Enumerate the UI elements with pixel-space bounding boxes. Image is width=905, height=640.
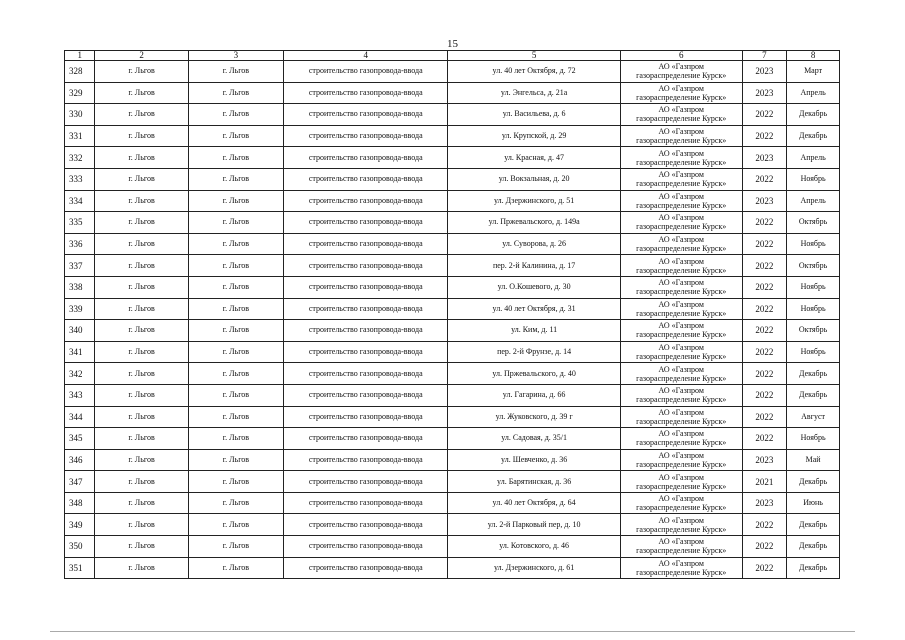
row-number-cell: 343: [65, 384, 95, 406]
row-number-cell: 344: [65, 406, 95, 428]
settlement-cell: г. Льгов: [188, 298, 283, 320]
work-type-cell: строительство газопровода-ввода: [284, 384, 448, 406]
column-header: 2: [95, 51, 188, 61]
month-cell: Июнь: [787, 492, 840, 514]
address-cell: ул. 40 лет Октября, д. 64: [448, 492, 620, 514]
row-number-cell: 351: [65, 557, 95, 579]
municipality-cell: г. Льгов: [95, 61, 188, 83]
municipality-cell: г. Льгов: [95, 168, 188, 190]
work-type-cell: строительство газопровода-ввода: [284, 276, 448, 298]
municipality-cell: г. Льгов: [95, 104, 188, 126]
organization-line-1: АО «Газпром: [658, 429, 704, 439]
address-cell: ул. Вокзальная, д. 20: [448, 168, 620, 190]
table-row: [65, 104, 840, 126]
table-row: [65, 557, 840, 579]
organization-line-2: газораспределение Курск»: [636, 416, 727, 426]
organization-cell: [620, 233, 742, 255]
settlement-cell: г. Льгов: [188, 125, 283, 147]
table-row: [65, 341, 840, 363]
work-type-cell: строительство газопровода-ввода: [284, 212, 448, 234]
organization-line-1: АО «Газпром: [658, 83, 704, 93]
table-row: [65, 190, 840, 212]
column-header: 4: [284, 51, 448, 61]
municipality-cell: г. Льгов: [95, 147, 188, 169]
organization-line-1: АО «Газпром: [658, 127, 704, 137]
organization-line-1: АО «Газпром: [658, 278, 704, 288]
year-cell: 2022: [742, 514, 787, 536]
address-cell: ул. Васильева, д. 6: [448, 104, 620, 126]
year-cell: 2022: [742, 557, 787, 579]
row-number-cell: 345: [65, 428, 95, 450]
address-cell: ул. Барятинская, д. 36: [448, 471, 620, 493]
month-cell: Ноябрь: [787, 276, 840, 298]
address-cell: пер. 2-й Калинина, д. 17: [448, 255, 620, 277]
organization-line-2: газораспределение Курск»: [636, 352, 727, 362]
organization-line-1: АО «Газпром: [658, 472, 704, 482]
work-type-cell: строительство газопровода-ввода: [284, 449, 448, 471]
settlement-cell: г. Льгов: [188, 82, 283, 104]
settlement-cell: г. Льгов: [188, 276, 283, 298]
row-number-cell: 329: [65, 82, 95, 104]
work-type-cell: строительство газопровода-ввода: [284, 233, 448, 255]
municipality-cell: г. Льгов: [95, 406, 188, 428]
year-cell: 2022: [742, 212, 787, 234]
organization-line-1: АО «Газпром: [658, 364, 704, 374]
settlement-cell: г. Льгов: [188, 320, 283, 342]
row-number-cell: 328: [65, 61, 95, 83]
organization-line-1: АО «Газпром: [658, 537, 704, 547]
address-cell: ул. Красная, д. 47: [448, 147, 620, 169]
table-body: [65, 61, 840, 579]
column-header: 1: [65, 51, 95, 61]
table-row: [65, 276, 840, 298]
month-cell: Май: [787, 449, 840, 471]
municipality-cell: г. Льгов: [95, 471, 188, 493]
organization-cell: [620, 557, 742, 579]
settlement-cell: г. Льгов: [188, 363, 283, 385]
organization-cell: [620, 514, 742, 536]
work-type-cell: строительство газопровода-ввода: [284, 125, 448, 147]
settlement-cell: г. Льгов: [188, 168, 283, 190]
organization-cell: [620, 384, 742, 406]
row-number-cell: 350: [65, 536, 95, 558]
organization-line-2: газораспределение Курск»: [636, 546, 727, 556]
month-cell: Апрель: [787, 82, 840, 104]
row-number-cell: 337: [65, 255, 95, 277]
year-cell: 2022: [742, 104, 787, 126]
organization-cell: [620, 341, 742, 363]
organization-line-1: АО «Газпром: [658, 343, 704, 353]
settlement-cell: г. Льгов: [188, 233, 283, 255]
work-type-cell: строительство газопровода-ввода: [284, 557, 448, 579]
month-cell: Апрель: [787, 147, 840, 169]
municipality-cell: г. Льгов: [95, 190, 188, 212]
month-cell: Декабрь: [787, 514, 840, 536]
year-cell: 2022: [742, 384, 787, 406]
table-row: [65, 255, 840, 277]
row-number-cell: 334: [65, 190, 95, 212]
month-cell: Октябрь: [787, 255, 840, 277]
address-cell: ул. Суворова, д. 26: [448, 233, 620, 255]
municipality-cell: г. Льгов: [95, 449, 188, 471]
year-cell: 2023: [742, 492, 787, 514]
organization-line-1: АО «Газпром: [658, 148, 704, 158]
municipality-cell: г. Льгов: [95, 82, 188, 104]
year-cell: 2022: [742, 341, 787, 363]
settlement-cell: г. Льгов: [188, 147, 283, 169]
organization-line-2: газораспределение Курск»: [636, 503, 727, 513]
address-cell: ул. 2-й Парковый пер, д. 10: [448, 514, 620, 536]
organization-cell: [620, 104, 742, 126]
organization-line-2: газораспределение Курск»: [636, 481, 727, 491]
table-row: [65, 384, 840, 406]
organization-cell: [620, 536, 742, 558]
column-number-row: [65, 51, 840, 61]
address-cell: ул. Пржевальского, д. 149а: [448, 212, 620, 234]
column-header: 7: [742, 51, 787, 61]
month-cell: Октябрь: [787, 320, 840, 342]
organization-cell: [620, 168, 742, 190]
work-type-cell: строительство газопровода-ввода: [284, 61, 448, 83]
row-number-cell: 335: [65, 212, 95, 234]
year-cell: 2022: [742, 255, 787, 277]
month-cell: Октябрь: [787, 212, 840, 234]
month-cell: Ноябрь: [787, 298, 840, 320]
organization-cell: [620, 61, 742, 83]
month-cell: Ноябрь: [787, 168, 840, 190]
municipality-cell: г. Льгов: [95, 125, 188, 147]
organization-cell: [620, 320, 742, 342]
work-type-cell: строительство газопровода-ввода: [284, 363, 448, 385]
row-number-cell: 331: [65, 125, 95, 147]
footer-divider: [50, 631, 855, 632]
work-type-cell: строительство газопровода-ввода: [284, 320, 448, 342]
organization-line-2: газораспределение Курск»: [636, 459, 727, 469]
year-cell: 2022: [742, 363, 787, 385]
organization-line-1: АО «Газпром: [658, 494, 704, 504]
organization-line-2: газораспределение Курск»: [636, 222, 727, 232]
organization-cell: [620, 492, 742, 514]
table-row: [65, 82, 840, 104]
year-cell: 2021: [742, 471, 787, 493]
year-cell: 2022: [742, 428, 787, 450]
settlement-cell: г. Льгов: [188, 492, 283, 514]
column-header: 8: [787, 51, 840, 61]
row-number-cell: 332: [65, 147, 95, 169]
table-row: [65, 449, 840, 471]
municipality-cell: г. Льгов: [95, 233, 188, 255]
organization-cell: [620, 449, 742, 471]
row-number-cell: 333: [65, 168, 95, 190]
municipality-cell: г. Льгов: [95, 384, 188, 406]
work-type-cell: строительство газопровода-ввода: [284, 190, 448, 212]
address-cell: ул. Садовая, д. 35/1: [448, 428, 620, 450]
work-type-cell: строительство газопровода-ввода: [284, 471, 448, 493]
settlement-cell: г. Льгов: [188, 190, 283, 212]
settlement-cell: г. Льгов: [188, 341, 283, 363]
municipality-cell: г. Льгов: [95, 212, 188, 234]
municipality-cell: г. Льгов: [95, 428, 188, 450]
organization-line-1: АО «Газпром: [658, 170, 704, 180]
municipality-cell: г. Льгов: [95, 298, 188, 320]
year-cell: 2022: [742, 168, 787, 190]
settlement-cell: г. Льгов: [188, 255, 283, 277]
table-row: [65, 492, 840, 514]
organization-line-1: АО «Газпром: [658, 558, 704, 568]
month-cell: Декабрь: [787, 125, 840, 147]
municipality-cell: г. Льгов: [95, 514, 188, 536]
organization-cell: [620, 428, 742, 450]
organization-line-2: газораспределение Курск»: [636, 114, 727, 124]
organization-line-2: газораспределение Курск»: [636, 179, 727, 189]
organization-line-2: газораспределение Курск»: [636, 438, 727, 448]
table-row: [65, 536, 840, 558]
work-type-cell: строительство газопровода-ввода: [284, 514, 448, 536]
organization-line-2: газораспределение Курск»: [636, 244, 727, 254]
organization-line-1: АО «Газпром: [658, 299, 704, 309]
work-type-cell: строительство газопровода-ввода: [284, 428, 448, 450]
organization-line-1: АО «Газпром: [658, 213, 704, 223]
month-cell: Ноябрь: [787, 341, 840, 363]
month-cell: Декабрь: [787, 104, 840, 126]
work-type-cell: строительство газопровода-ввода: [284, 255, 448, 277]
address-cell: ул. Энгельса, д. 21а: [448, 82, 620, 104]
table-row: [65, 168, 840, 190]
column-header: 6: [620, 51, 742, 61]
municipality-cell: г. Льгов: [95, 492, 188, 514]
address-cell: ул. Дзержинского, д. 51: [448, 190, 620, 212]
month-cell: Апрель: [787, 190, 840, 212]
organization-line-2: газораспределение Курск»: [636, 395, 727, 405]
organization-cell: [620, 255, 742, 277]
work-type-cell: строительство газопровода-ввода: [284, 492, 448, 514]
organization-line-1: АО «Газпром: [658, 450, 704, 460]
month-cell: Декабрь: [787, 384, 840, 406]
row-number-cell: 346: [65, 449, 95, 471]
work-type-cell: строительство газопровода-ввода: [284, 406, 448, 428]
year-cell: 2023: [742, 82, 787, 104]
organization-line-2: газораспределение Курск»: [636, 92, 727, 102]
month-cell: Декабрь: [787, 557, 840, 579]
year-cell: 2022: [742, 298, 787, 320]
organization-line-1: АО «Газпром: [658, 235, 704, 245]
year-cell: 2022: [742, 125, 787, 147]
organization-line-1: АО «Газпром: [658, 515, 704, 525]
settlement-cell: г. Льгов: [188, 428, 283, 450]
table-row: [65, 428, 840, 450]
municipality-cell: г. Льгов: [95, 363, 188, 385]
organization-cell: [620, 82, 742, 104]
year-cell: 2023: [742, 190, 787, 212]
year-cell: 2022: [742, 406, 787, 428]
organization-line-2: газораспределение Курск»: [636, 308, 727, 318]
organization-line-2: газораспределение Курск»: [636, 524, 727, 534]
settlement-cell: г. Льгов: [188, 384, 283, 406]
row-number-cell: 339: [65, 298, 95, 320]
column-header: 3: [188, 51, 283, 61]
work-type-cell: строительство газопровода-ввода: [284, 147, 448, 169]
municipality-cell: г. Льгов: [95, 557, 188, 579]
organization-line-1: АО «Газпром: [658, 321, 704, 331]
work-type-cell: строительство газопровода-ввода: [284, 536, 448, 558]
table-row: [65, 406, 840, 428]
organization-cell: [620, 406, 742, 428]
month-cell: Март: [787, 61, 840, 83]
organization-cell: [620, 147, 742, 169]
table-row: [65, 212, 840, 234]
organization-line-1: АО «Газпром: [658, 407, 704, 417]
organization-cell: [620, 212, 742, 234]
year-cell: 2022: [742, 233, 787, 255]
address-cell: ул. 40 лет Октября, д. 31: [448, 298, 620, 320]
table-row: [65, 363, 840, 385]
organization-line-1: АО «Газпром: [658, 256, 704, 266]
settlement-cell: г. Льгов: [188, 536, 283, 558]
municipality-cell: г. Льгов: [95, 536, 188, 558]
table-row: [65, 147, 840, 169]
year-cell: 2022: [742, 536, 787, 558]
organization-cell: [620, 276, 742, 298]
column-header: 5: [448, 51, 620, 61]
settlement-cell: г. Льгов: [188, 449, 283, 471]
municipality-cell: г. Льгов: [95, 341, 188, 363]
organization-cell: [620, 190, 742, 212]
settlement-cell: г. Льгов: [188, 471, 283, 493]
organization-line-2: газораспределение Курск»: [636, 567, 727, 577]
address-cell: ул. Крупской, д. 29: [448, 125, 620, 147]
row-number-cell: 347: [65, 471, 95, 493]
organization-line-2: газораспределение Курск»: [636, 157, 727, 167]
address-cell: ул. Котовского, д. 46: [448, 536, 620, 558]
organization-cell: [620, 298, 742, 320]
year-cell: 2022: [742, 276, 787, 298]
year-cell: 2023: [742, 61, 787, 83]
organization-cell: [620, 471, 742, 493]
settlement-cell: г. Льгов: [188, 557, 283, 579]
row-number-cell: 330: [65, 104, 95, 126]
month-cell: Декабрь: [787, 536, 840, 558]
year-cell: 2023: [742, 449, 787, 471]
row-number-cell: 340: [65, 320, 95, 342]
work-type-cell: строительство газопровода-ввода: [284, 82, 448, 104]
organization-line-2: газораспределение Курск»: [636, 265, 727, 275]
organization-line-1: АО «Газпром: [658, 386, 704, 396]
month-cell: Август: [787, 406, 840, 428]
settlement-cell: г. Льгов: [188, 104, 283, 126]
year-cell: 2023: [742, 147, 787, 169]
table-row: [65, 125, 840, 147]
settlement-cell: г. Льгов: [188, 61, 283, 83]
row-number-cell: 342: [65, 363, 95, 385]
table-row: [65, 298, 840, 320]
municipality-cell: г. Льгов: [95, 320, 188, 342]
organization-line-2: газораспределение Курск»: [636, 200, 727, 210]
organization-cell: [620, 363, 742, 385]
address-cell: ул. Ким, д. 11: [448, 320, 620, 342]
table-row: [65, 320, 840, 342]
table-row: [65, 61, 840, 83]
address-cell: ул. Шевченко, д. 36: [448, 449, 620, 471]
work-type-cell: строительство газопровода-ввода: [284, 104, 448, 126]
address-cell: ул. 40 лет Октября, д. 72: [448, 61, 620, 83]
organization-line-1: АО «Газпром: [658, 191, 704, 201]
address-cell: ул. Пржевальского, д. 40: [448, 363, 620, 385]
municipality-cell: г. Льгов: [95, 255, 188, 277]
row-number-cell: 341: [65, 341, 95, 363]
address-cell: пер. 2-й Фрунзе, д. 14: [448, 341, 620, 363]
month-cell: Ноябрь: [787, 233, 840, 255]
table-row: [65, 233, 840, 255]
address-cell: ул. Гагарина, д. 66: [448, 384, 620, 406]
work-type-cell: строительство газопровода-ввода: [284, 341, 448, 363]
row-number-cell: 348: [65, 492, 95, 514]
month-cell: Декабрь: [787, 471, 840, 493]
address-cell: ул. О.Кошевого, д. 30: [448, 276, 620, 298]
organization-cell: [620, 125, 742, 147]
organization-line-2: газораспределение Курск»: [636, 373, 727, 383]
address-cell: ул. Дзержинского, д. 61: [448, 557, 620, 579]
organization-line-1: АО «Газпром: [658, 62, 704, 72]
organization-line-2: газораспределение Курск»: [636, 287, 727, 297]
organization-line-2: газораспределение Курск»: [636, 330, 727, 340]
organization-line-1: АО «Газпром: [658, 105, 704, 115]
settlement-cell: г. Льгов: [188, 514, 283, 536]
work-type-cell: строительство газопровода-ввода: [284, 168, 448, 190]
settlement-cell: г. Льгов: [188, 406, 283, 428]
page-number: 15: [447, 38, 458, 50]
gas-pipeline-registry-table: [64, 50, 840, 579]
table-row: [65, 514, 840, 536]
address-cell: ул. Жуковского, д. 39 г: [448, 406, 620, 428]
work-type-cell: строительство газопровода-ввода: [284, 298, 448, 320]
municipality-cell: г. Льгов: [95, 276, 188, 298]
organization-line-2: газораспределение Курск»: [636, 136, 727, 146]
row-number-cell: 349: [65, 514, 95, 536]
row-number-cell: 338: [65, 276, 95, 298]
month-cell: Декабрь: [787, 363, 840, 385]
table-row: [65, 471, 840, 493]
organization-line-2: газораспределение Курск»: [636, 71, 727, 81]
row-number-cell: 336: [65, 233, 95, 255]
month-cell: Ноябрь: [787, 428, 840, 450]
year-cell: 2022: [742, 320, 787, 342]
settlement-cell: г. Льгов: [188, 212, 283, 234]
